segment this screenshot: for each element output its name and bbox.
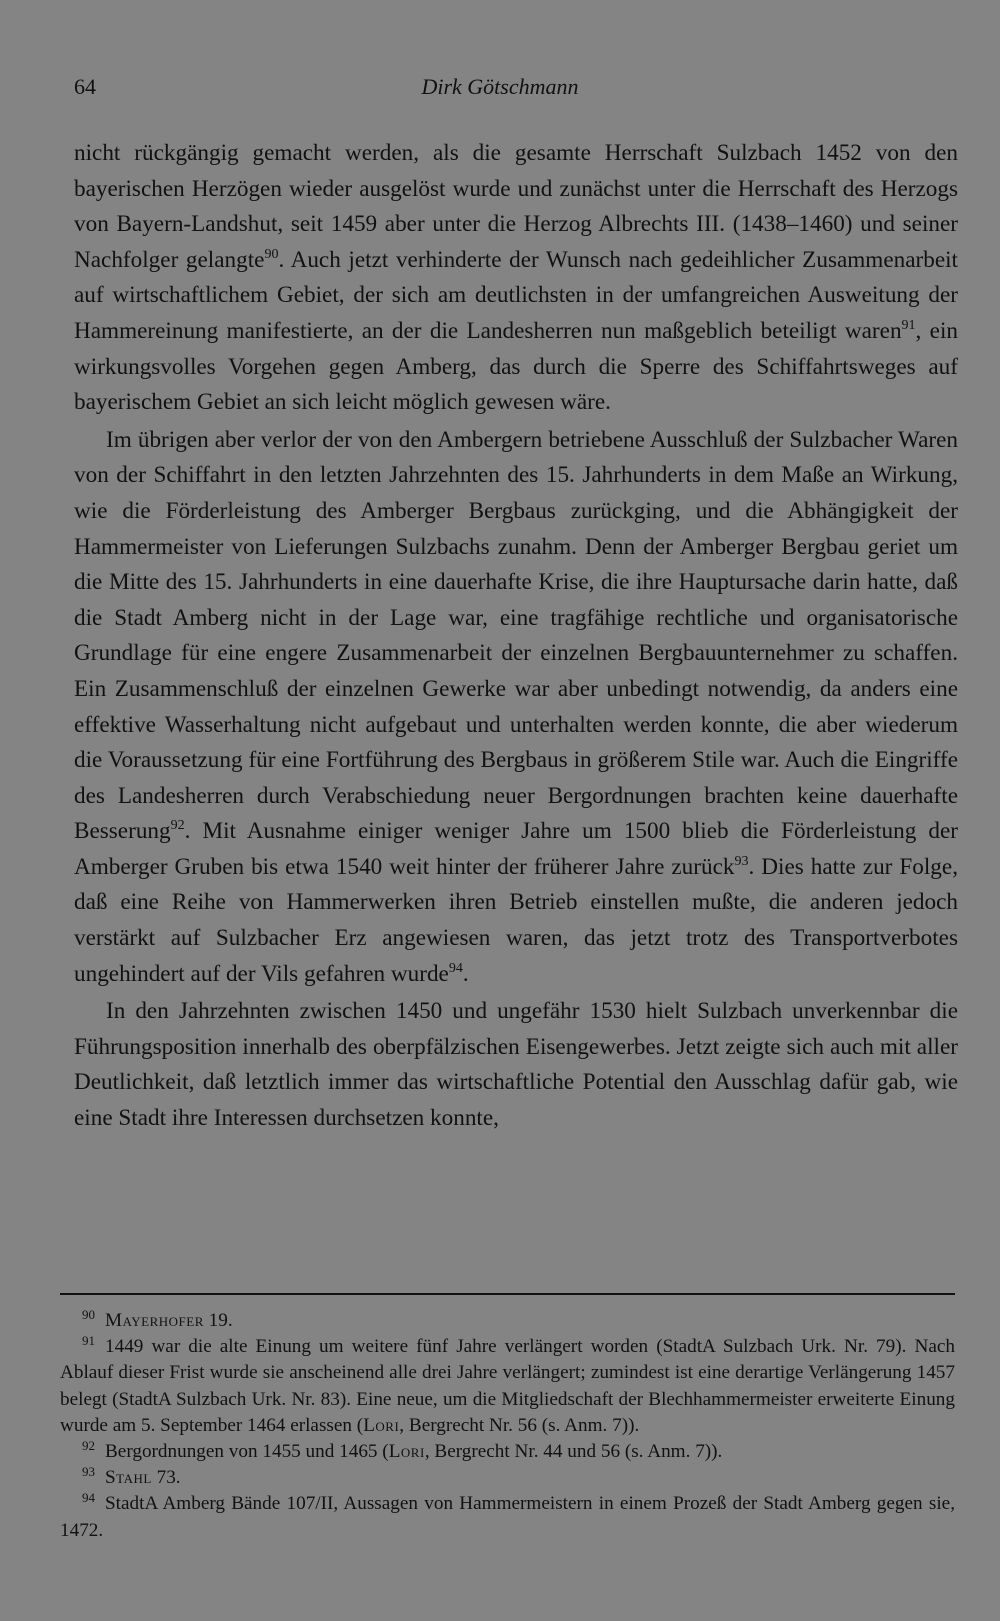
footnote-text: Bergordnungen von 1455 und 1465 ( bbox=[105, 1441, 389, 1463]
footnote-text: , Bergrecht Nr. 44 und 56 (s. Anm. 7)). bbox=[424, 1441, 723, 1463]
footnote-ref-94: 94 bbox=[448, 960, 463, 976]
footnote-text: , Bergrecht Nr. 56 (s. Anm. 7)). bbox=[399, 1414, 640, 1436]
text-run: . Dies hatte zur Folge, daß eine Reihe von Hammerwerken ihren Betrieb einstellen mußte, die anderen jedoch verstärkt auf Sulzbacher Erz angewiesen waren, das jetzt trotz des Transportverbotes ungehindert auf der Vils gefahren wurde bbox=[74, 853, 958, 987]
author-name: Stahl bbox=[105, 1467, 152, 1489]
paragraph-1 bbox=[74, 136, 958, 421]
footnote-divider bbox=[60, 1293, 955, 1295]
footnote-92: 92 Bergordnungen von 1455 und 1465 (Lori, Bergrecht Nr. 44 und 56 (s. Anm. 7)). bbox=[82, 1438, 723, 1463]
paragraph-3: In den Jahrzehnten zwischen 1450 und ungefähr 1530 hielt Sulzbach unverkennbar die Führungsposition innerhalb des oberpfälzischen Eisengewerbes. Jetzt zeigte sich auch mit aller Deutlichkeit, daß letztlich immer das wirtschaftliche Potential den Ausschlag dafür gab, wie eine Stadt ihre Interessen durchsetzen konnte, bbox=[74, 998, 958, 1132]
text-run: nicht rückgängig gemacht werden, als die gesamte Herrschaft Sulzbach 1452 von den bayerischen Herzögen wieder ausgelöst wurde und zunächst unter die Herrschaft des Herzogs von Bayern-Landshut, seit 1459 aber unter die Herzog Albrechts III. (1438–1460) und seiner Nachfolger gelangte bbox=[74, 140, 958, 273]
footnote-text: 19. bbox=[203, 1310, 233, 1331]
footnote-text: StadtA Amberg Bände 107/II, Aussagen von Hammermeistern in einem Prozeß der Stadt Amberg gegen sie, 1472. bbox=[60, 1493, 955, 1541]
footnote-ref-93: 93 bbox=[734, 853, 749, 869]
footnote-94: 94 StadtA Amberg Bände 107/II, Aussagen von Hammermeistern in einem Prozeß der Stadt Amberg gegen sie, 1472. bbox=[60, 1490, 955, 1541]
paragraph-2 bbox=[74, 423, 958, 993]
body-text bbox=[74, 136, 958, 1137]
text-run: Im übrigen aber verlor der von den Ambergern betriebene Ausschluß der Sulzbacher Waren von der Schiffahrt in den letzten Jahrzehnten des 15. Jahrhunderts in dem Maße an Wirkung, wie die Förderleistung des Amberger Bergbaus zurückging, und die Abhängigkeit der Hammermeister von Lieferungen Sulzbachs zunahm. Denn der Amberger Bergbau geriet um die Mitte des 15. Jahrhunderts in eine dauerhafte Krise, die ihre Hauptursache darin hatte, daß die Stadt Amberg nicht in der Lage war, eine tragfähige rechtliche und organisatorische Grundlage für eine engere Zusammenarbeit der einzelnen Bergbauunternehmer zu schaffen. Ein Zusammenschluß der einzelnen Gewerke war aber unbedingt notwendig, da anders eine effektive Wasserhaltung nicht aufgebaut und unterhalten werden konnte, die aber wiederum die Voraussetzung für eine Fortführung des Bergbaus in größerem Stile war. Auch die Eingriffe des Landesherren durch Verabschiedung neuer Bergordnungen brachten keine dauerhafte Besserung bbox=[74, 426, 958, 845]
text-run: . Auch jetzt verhinderte der Wunsch nach gedeihlicher Zusammenarbeit auf wirtschaftlichem Gebiet, der sich am deutlichsten in der umfangreichen Ausweitung der Hammereinung manifestierte, an der die Landesherren nun maßgeblich beteiligt waren bbox=[74, 246, 959, 344]
footnote-93: 93 Stahl 73. bbox=[82, 1464, 181, 1489]
footnote-ref-90: 90 bbox=[264, 246, 279, 262]
text-run: . bbox=[462, 960, 469, 987]
footnote-text: 1449 war die alte Einung um weitere fünf Jahre verlängert worden (StadtA Sulzbach Urk. Nr. 79). Nach Ablauf dieser Frist wurde sie anscheinend alle drei Jahre verlängert; zumindest ist eine derartige Verlängerung 1457 belegt (StadtA Sulzbach Urk. Nr. 83). Eine neue, um die Mitgliedschaft der Blechhammermeister erweiterte Einung wurde am 5. September 1464 erlassen ( bbox=[60, 1336, 955, 1436]
author-name: Lori bbox=[363, 1414, 400, 1436]
text-run: . Mit Ausnahme einiger weniger Jahre um 1500 blieb die Förderleistung der Amberger Gruben bis etwa 1540 weit hinter der früherer Jahre zurück bbox=[74, 818, 958, 880]
page-header bbox=[74, 74, 926, 108]
page-number: 64 bbox=[74, 74, 96, 99]
footnote-text: 73. bbox=[151, 1467, 181, 1489]
footnote-ref-92: 92 bbox=[170, 818, 185, 834]
footnote-91: 91 1449 war die alte Einung um weitere fünf Jahre verlängert worden (StadtA Sulzbach Urk. Nr. 79). Nach Ablauf dieser Frist wurde sie anscheinend alle drei Jahre verlängert; zumindest ist eine derartige Verlängerung 1457 belegt (StadtA Sulzbach Urk. Nr. 83). Eine neue, um die Mitgliedschaft der Blechhammermeister erweiterte Einung wurde am 5. September 1464 erlassen (Lori, Bergrecht Nr. 56 (s. Anm. 7)). bbox=[60, 1333, 955, 1436]
text-run: , ein wirkungsvolles Vorgehen gegen Amberg, das durch die Sperre des Schiffahrtsweges auf bayerischem Gebiet an sich leicht möglich gewesen wäre. bbox=[74, 317, 958, 416]
author-name: Mayerhofer bbox=[105, 1310, 204, 1331]
author-name: Lori bbox=[388, 1441, 425, 1463]
footnote-ref-91: 91 bbox=[901, 317, 916, 333]
running-head: Dirk Götschmann bbox=[421, 74, 579, 99]
footnotes bbox=[60, 1308, 955, 1544]
footnote-90: 90 Mayerhofer 19. bbox=[82, 1307, 233, 1331]
